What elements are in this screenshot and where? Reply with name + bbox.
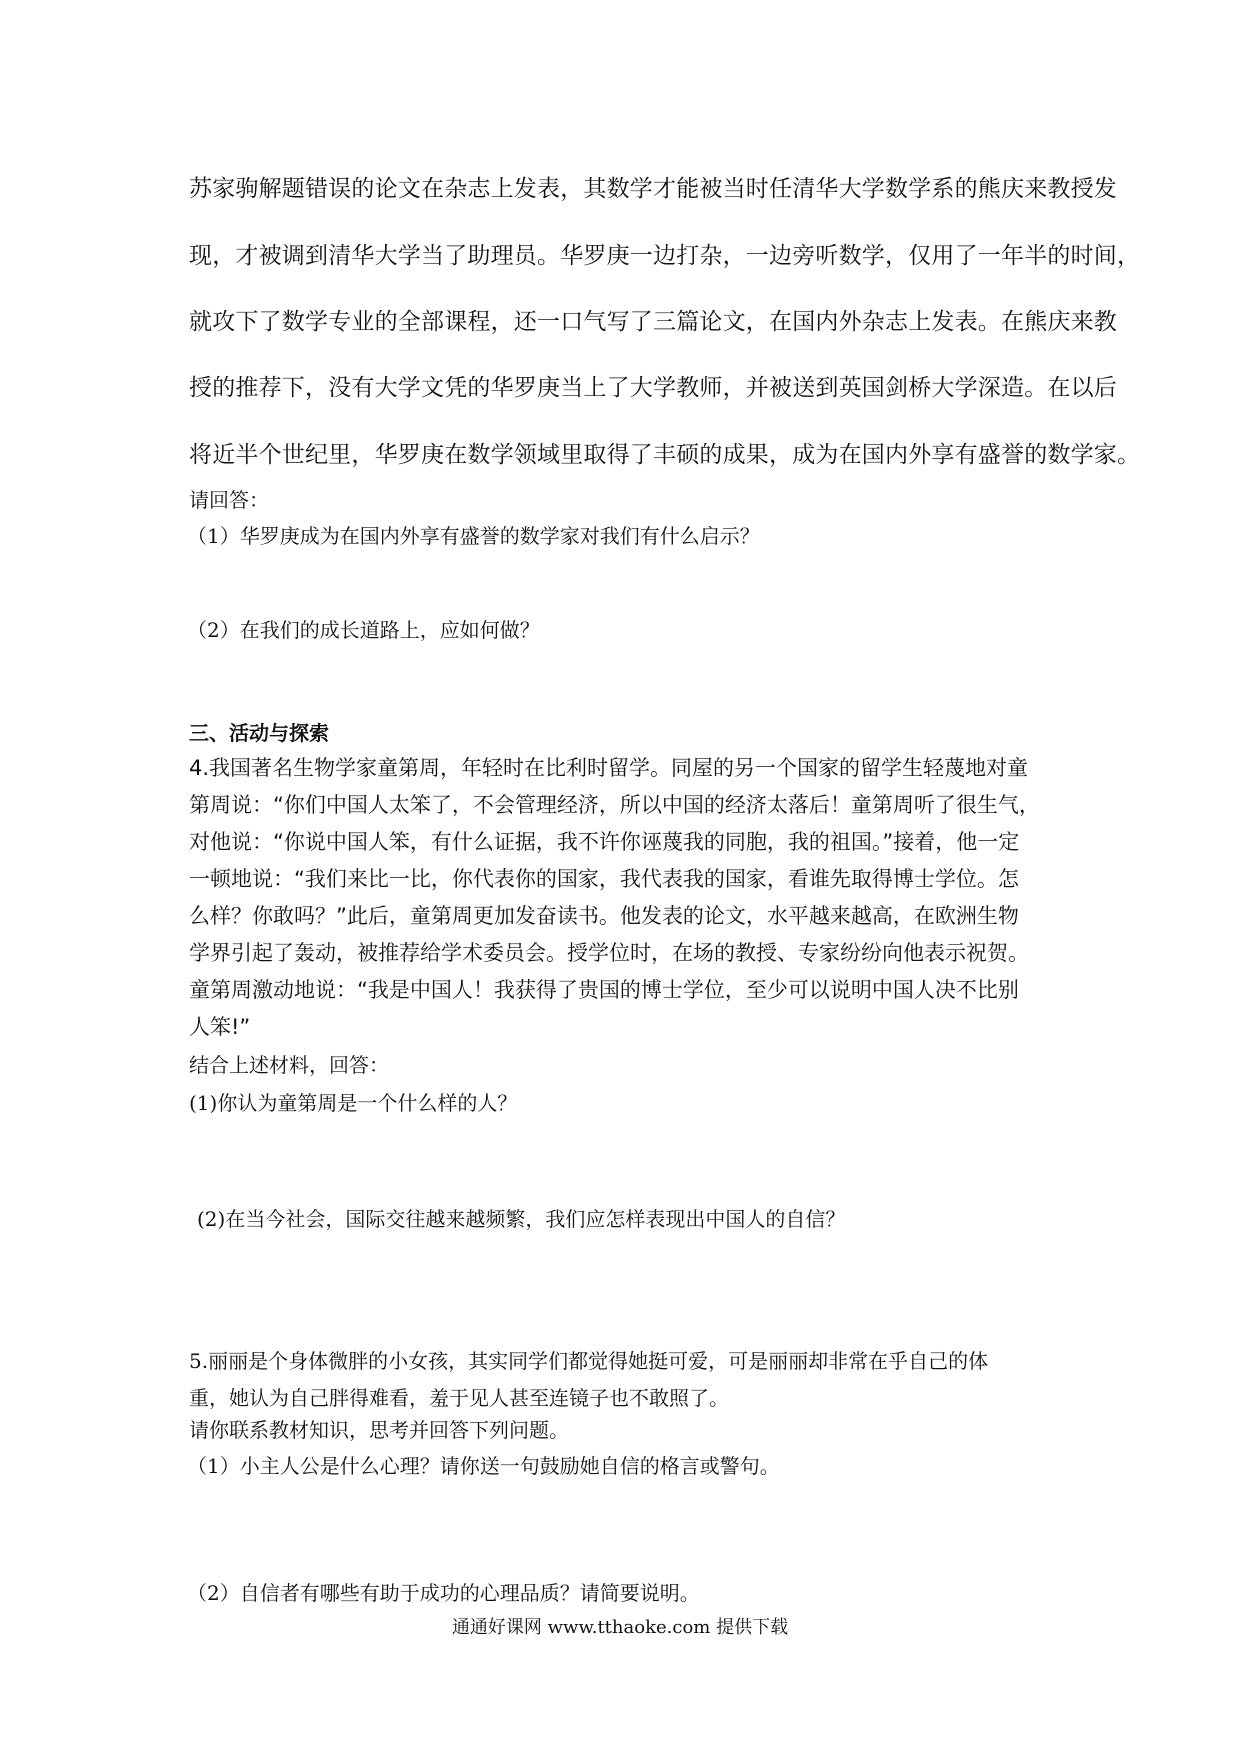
q4-line-4: 一顿地说：“我们来比一比，你代表你的国家，我代表我的国家，看谁先取得博士学位。怎	[189, 867, 1019, 891]
passage1-question-1: （1）华罗庚成为在国内外享有盛誉的数学家对我们有什么启示？	[187, 524, 760, 548]
q4-line-1: 4.我国著名生物学家童第周，年轻时在比利时留学。同屋的另一个国家的留学生轻蔑地对童	[189, 756, 1029, 780]
q4-line-3: 对他说：“你说中国人笨，有什么证据，我不许你诬蔑我的同胞，我的祖国。”接着，他一定	[189, 830, 1020, 854]
q4-sub-question-1: (1)你认为童第周是一个什么样的人？	[189, 1091, 518, 1115]
q5-sub-question-2: （2）自信者有哪些有助于成功的心理品质？请简要说明。	[187, 1581, 700, 1605]
passage1-prompt: 请回答：	[189, 488, 269, 512]
q5-line-1: 5.丽丽是个身体微胖的小女孩，其实同学们都觉得她挺可爱，可是丽丽却非常在乎自己的体	[189, 1349, 989, 1373]
passage1-line-3: 就攻下了数学专业的全部课程，还一口气写了三篇论文，在国内外杂志上发表。在熊庆来教	[189, 309, 1117, 335]
q4-line-2: 第周说：“你们中国人太笨了，不会管理经济，所以中国的经济太落后！童第周听了很生气，	[189, 793, 1040, 817]
q5-prompt: 请你联系教材知识，思考并回答下列问题。	[189, 1418, 569, 1442]
q4-prompt: 结合上述材料，回答：	[189, 1053, 389, 1077]
page-footer: 通通好课网 www.tthaoke.com 提供下载	[451, 1617, 789, 1638]
q4-line-7: 童第周激动地说：“我是中国人！我获得了贵国的博士学位，至少可以说明中国人决不比别	[189, 978, 1019, 1002]
q4-line-5: 么样？你敢吗？”此后，童第周更加发奋读书。他发表的论文，水平越来越高，在欧洲生物	[189, 904, 1019, 928]
q4-line-8: 人笨!”	[189, 1015, 251, 1039]
q5-line-2: 重，她认为自己胖得难看，羞于见人甚至连镜子也不敢照了。	[189, 1386, 729, 1410]
passage1-question-2: （2）在我们的成长道路上，应如何做？	[187, 618, 540, 642]
q4-sub-question-2: (2)在当今社会，国际交往越来越频繁，我们应怎样表现出中国人的自信？	[197, 1207, 846, 1231]
passage1-line-4: 授的推荐下，没有大学文凭的华罗庚当上了大学教师，并被送到英国剑桥大学深造。在以后	[189, 375, 1117, 401]
q4-line-6: 学界引起了轰动，被推荐给学术委员会。授学位时，在场的教授、专家纷纷向他表示祝贺。	[189, 941, 1029, 965]
section-heading: 三、活动与探索	[189, 721, 329, 745]
passage1-line-1: 苏家驹解题错误的论文在杂志上发表，其数学才能被当时任清华大学数学系的熊庆来教授发	[189, 176, 1117, 202]
passage1-line-2: 现，才被调到清华大学当了助理员。华罗庚一边打杂，一边旁听数学，仅用了一年半的时间，	[189, 243, 1141, 269]
q5-sub-question-1: （1）小主人公是什么心理？请你送一句鼓励她自信的格言或警句。	[187, 1454, 780, 1478]
passage1-line-5: 将近半个世纪里，华罗庚在数学领域里取得了丰硕的成果，成为在国内外享有盛誉的数学家。	[189, 442, 1141, 468]
